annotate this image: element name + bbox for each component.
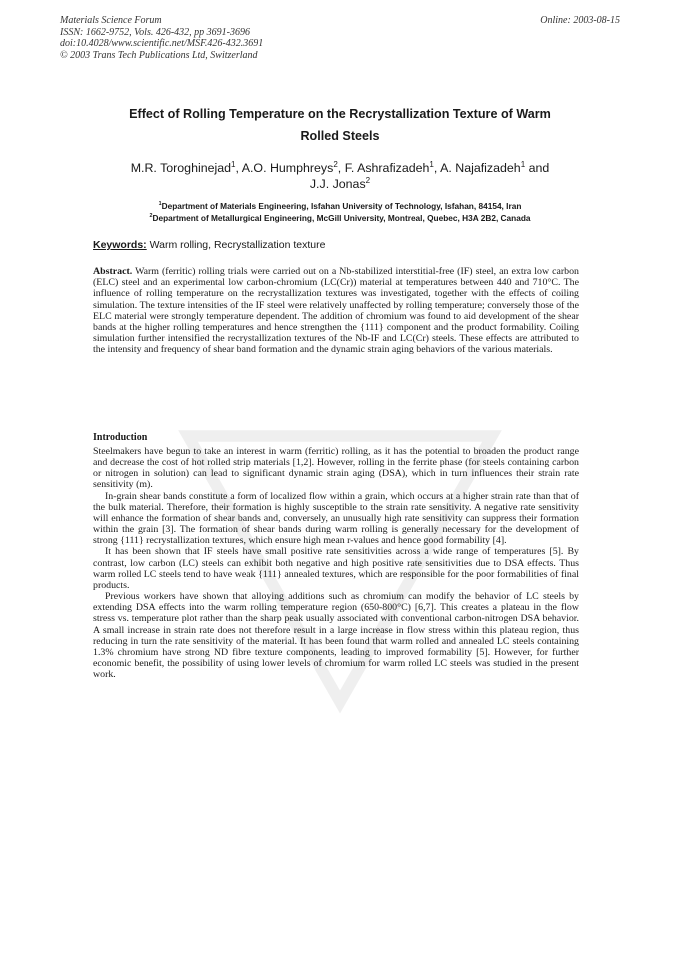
abstract-label: Abstract. — [93, 266, 133, 277]
author-list — [60, 160, 620, 192]
keywords-text: Warm rolling, Recrystallization texture — [146, 239, 326, 251]
keywords — [93, 239, 593, 251]
paragraph: Previous workers have shown that alloying additions such as chromium can modify the behavior of LC steels by extending DSA effects into the warm rolling temperature region (650-800°C) [6,7]. This creates a plateau in the flow stress vs. temperature plot rather than the sharp peak usually associated with conventional carbon-nitrogen DSA behavior. A small increase in strain rate does not therefore result in a large increase in flow stress within this plateau region, thus reducing in turn the rate sensitivity of the material. It has been found that warm rolled and annealed LC steels containing 1.3% chromium have strong ND fibre texture components, leading to improved formability [5]. However, for further economic benefit, the possibility of using lower levels of chromium for warm rolled LC steels was studied in the present work. — [93, 591, 579, 681]
introduction-body — [93, 446, 579, 680]
paper-title — [60, 103, 620, 147]
author: F. Ashrafizadeh$^1$, — [344, 159, 441, 175]
section-heading-introduction: Introduction — [93, 432, 148, 443]
author: M.R. Toroghinejad$^1$, — [130, 159, 242, 175]
author: A.O. Humphreys$^2$, — [241, 159, 345, 175]
abstract-text: Warm (ferritic) rolling trials were carried out on a Nb-stabilized interstitial-free (IF) steel, an extra low carbon (ELC) steel and an experimental low carbon-chromium (LC(Cr)) material at temperatures between 440 and 710°C. The influence of rolling temperature on the recrystallization textures was investigated, together with the effects of coiling simulation. The texture intensities of the IF steel were relatively unaffected by rolling temperature; conversely those of the ELC material were strongly temperature dependent. The addition of chromium was found to aid development of the shear bands at the higher rolling temperatures and hence strengthen the {111} component and the product formability. Coiling simulation further intensified the recrystallization textures of the Nb-IF and LC(Cr) steels. These effects are attributed to the intensity and frequency of shear band formation and the dynamic strain aging behaviors of the various materials. — [93, 266, 579, 356]
affiliation-2: $^2$Department of Metallurgical Engineering, McGill University, Montreal, Quebec, H3A 2B2, Canada — [149, 212, 531, 223]
online-date: Online: 2003-08-15 — [540, 15, 620, 26]
title-line-2: Rolled Steels — [300, 129, 380, 143]
journal-name: Materials Science Forum — [60, 15, 162, 26]
publication-header — [60, 15, 620, 61]
copyright-line: © 2003 Trans Tech Publications Ltd, Switzerland — [60, 49, 258, 61]
abstract — [93, 266, 579, 356]
keywords-label: Keywords: — [93, 239, 147, 251]
issn-line: ISSN: 1662-9752, Vols. 426-432, pp 3691-3696 — [60, 26, 250, 38]
paragraph: Steelmakers have begun to take an interest in warm (ferritic) rolling, as it has the potential to broaden the product range and decrease the cost of hot rolled strip materials [1,2]. However, rolling in the ferrite phase (for steels containing carbon or nitrogen in solution) can lead to significant dynamic strain aging (DSA), which in turn influences their strain rate sensitivity (m). — [93, 446, 579, 491]
author: J.J. Jonas$^2$ — [309, 175, 371, 191]
affiliations — [60, 201, 620, 224]
title-line-1: Effect of Rolling Temperature on the Recrystallization Texture of Warm — [129, 107, 551, 121]
paragraph: In-grain shear bands constitute a form of localized flow within a grain, which occurs at a higher strain rate than that of the bulk material. Therefore, their formation is highly susceptible to the strain rate sensitivity. A negative rate sensitivity will enhance the formation of shear bands and, conversely, an unusually high rate sensitivity can suppress their formation within the grain [3]. The formation of shear bands during warm rolling is generally necessary for the development of strong {111} recrystallization textures, which ensure high mean r-values and hence good formability [4]. — [93, 490, 579, 547]
affiliation-1: $^1$Department of Materials Engineering, Isfahan University of Technology, Isfahan, 84154, Iran — [158, 201, 522, 211]
author: A. Najafizadeh$^1$ and — [440, 159, 550, 175]
paragraph: It has been shown that IF steels have small positive rate sensitivities across a wide range of temperatures [5]. By contrast, low carbon (LC) steels can exhibit both negative and high positive rate sensitivities due to DSA effects. Thus warm rolled LC steels tend to have weak {111} annealed textures, which are responsible for the poor formabilities of final products. — [93, 546, 579, 591]
doi-line: doi:10.4028/www.scientific.net/MSF.426-432.3691 — [60, 38, 264, 49]
